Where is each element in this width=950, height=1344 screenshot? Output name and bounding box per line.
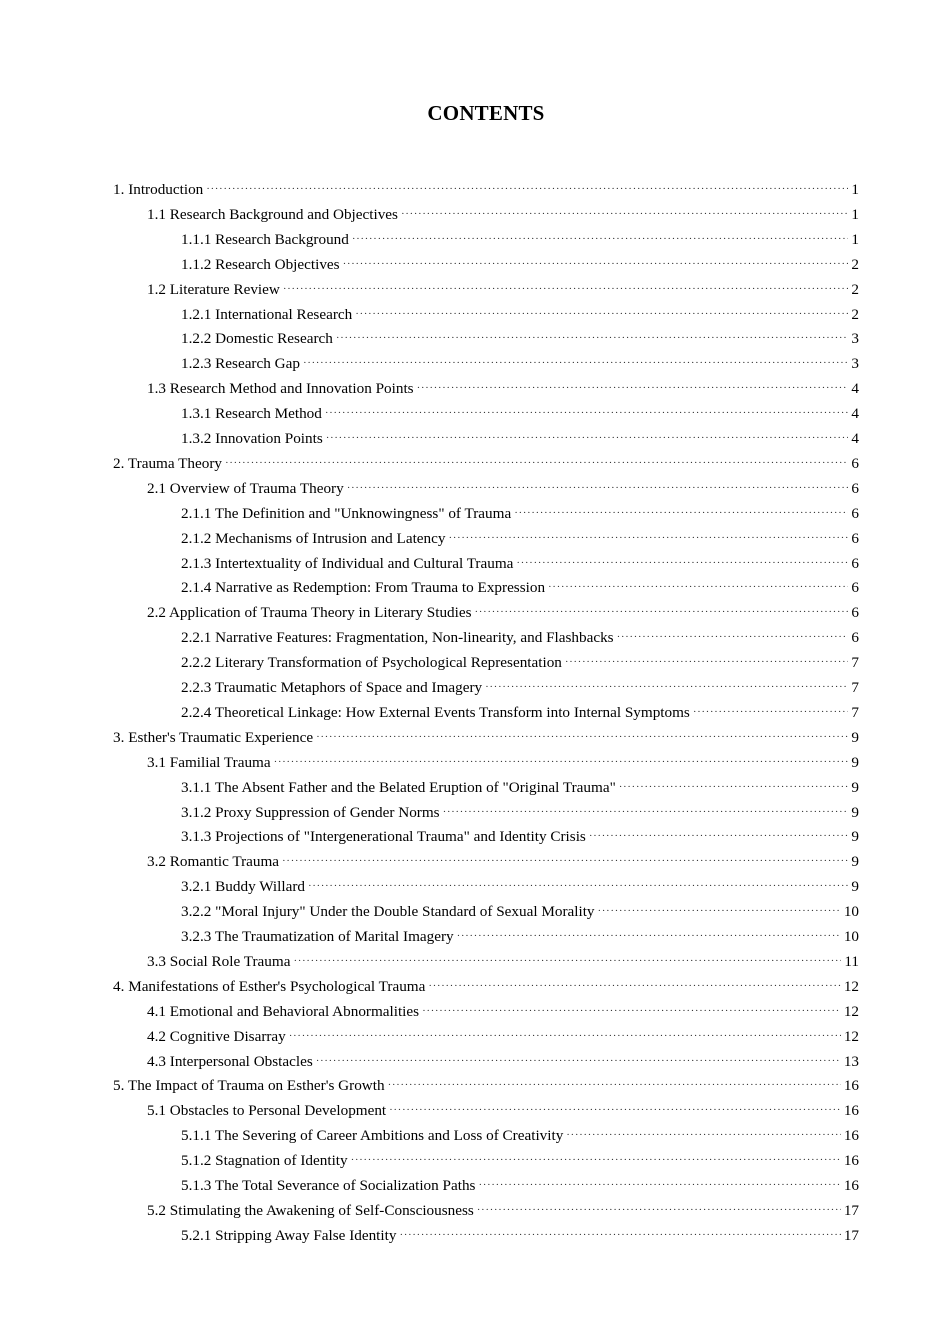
toc-entry-label: 3.2.2 "Moral Injury" Under the Double Standard of Sexual Morality [181, 903, 595, 921]
toc-entry-page-number: 9 [851, 803, 859, 821]
toc-entry-page-number: 6 [851, 579, 859, 597]
toc-entry-page-number: 4 [851, 430, 859, 447]
dot-leader [355, 303, 848, 326]
toc-entry-label: 5.2.1 Stripping Away False Identity [181, 1226, 397, 1244]
dot-leader [478, 1174, 840, 1197]
page-title: CONTENTS [427, 101, 545, 125]
toc-entry-label: 2.2.3 Traumatic Metaphors of Space and Imagery [181, 679, 483, 696]
dot-leader [274, 751, 849, 774]
toc-entry-page-number: 11 [844, 952, 859, 970]
toc-entry-page-number: 6 [851, 629, 859, 647]
dot-leader [316, 1050, 841, 1073]
toc-entry-page-number: 16 [843, 1177, 859, 1194]
toc-entry[interactable] [181, 801, 859, 825]
toc-entry-label: 1.1.2 Research Objectives [181, 255, 340, 273]
toc-entry-page-number: 12 [843, 1002, 859, 1020]
dot-leader [516, 552, 848, 575]
toc-entry[interactable] [181, 900, 859, 924]
toc-entry[interactable] [181, 651, 859, 675]
toc-entry-page-number: 13 [843, 1052, 859, 1070]
toc-entry[interactable] [113, 178, 859, 202]
dot-leader [428, 975, 840, 998]
toc-entry[interactable] [181, 776, 859, 800]
toc-entry[interactable] [147, 1199, 859, 1223]
dot-leader [422, 1000, 841, 1023]
toc-entry-label: 1.2.2 Domestic Research [181, 330, 333, 348]
toc-entry[interactable] [113, 726, 859, 750]
toc-entry-page-number: 10 [843, 928, 859, 945]
dot-leader [589, 825, 849, 848]
toc-entry-label: 5. The Impact of Trauma on Esther's Growth [113, 1077, 385, 1095]
dot-leader [303, 352, 848, 375]
toc-entry-label: 2. Trauma Theory [113, 454, 222, 472]
toc-entry-label: 2.1 Overview of Trauma Theory [147, 479, 344, 497]
toc-entry-label: 3.2.1 Buddy Willard [181, 878, 305, 896]
toc-entry-page-number: 10 [843, 903, 859, 921]
dot-leader [693, 701, 849, 724]
dot-leader [206, 178, 848, 201]
toc-entry-page-number: 3 [851, 330, 859, 348]
toc-entry-page-number: 17 [843, 1226, 859, 1244]
dot-leader [388, 1074, 841, 1097]
toc-entry[interactable] [147, 1000, 859, 1024]
toc-entry-label: 2.1.1 The Definition and "Unknowingness" of Trauma [181, 504, 512, 522]
toc-entry[interactable] [181, 402, 859, 426]
toc-entry-label: 1.2.1 International Research [181, 305, 353, 323]
dot-leader [389, 1099, 841, 1122]
toc-entry[interactable] [181, 825, 859, 849]
toc-entry[interactable] [147, 850, 859, 874]
toc-entry-page-number: 6 [851, 529, 859, 547]
dot-leader [336, 327, 849, 350]
toc-entry[interactable] [147, 751, 859, 775]
toc-entry-label: 4.2 Cognitive Disarray [147, 1027, 286, 1045]
toc-entry[interactable] [181, 228, 859, 252]
toc-entry-page-number: 7 [851, 679, 859, 696]
toc-entry[interactable] [113, 452, 859, 476]
toc-entry-label: 5.1.3 The Total Severance of Socialization Paths [181, 1177, 476, 1194]
toc-entry-page-number: 3 [851, 355, 859, 373]
dot-leader [566, 1124, 841, 1147]
dot-leader [326, 427, 849, 450]
toc-entry-page-number: 12 [843, 977, 859, 995]
toc-entry-label: 4.3 Interpersonal Obstacles [147, 1052, 313, 1070]
dot-leader [282, 850, 848, 873]
toc-entry[interactable] [181, 253, 859, 277]
dot-leader [289, 1025, 841, 1048]
toc-entry-label: 2.2 Application of Trauma Theory in Literary Studies [147, 604, 472, 622]
dot-leader [293, 950, 841, 973]
toc-entry-label: 3.1.3 Projections of "Intergenerational Trauma" and Identity Crisis [181, 828, 586, 846]
dot-leader [283, 278, 849, 301]
toc-entry[interactable] [181, 701, 859, 725]
dot-leader [401, 203, 848, 226]
toc-entry-label: 2.2.2 Literary Transformation of Psychological Representation [181, 654, 562, 672]
toc-entry-page-number: 1 [851, 205, 859, 223]
toc-entry-label: 1.2 Literature Review [147, 280, 280, 298]
toc-entry[interactable] [147, 1099, 859, 1123]
dot-leader [443, 801, 849, 824]
dot-leader [475, 601, 849, 624]
dot-leader [225, 452, 848, 475]
dot-leader [308, 875, 848, 898]
dot-leader [617, 626, 849, 649]
toc-entry-label: 1.1.1 Research Background [181, 230, 349, 248]
toc-entry-label: 2.1.3 Intertextuality of Individual and Cultural Trauma [181, 554, 514, 572]
toc-entry[interactable] [181, 352, 859, 376]
dot-leader [457, 925, 841, 948]
toc-entry[interactable] [181, 502, 859, 526]
toc-entry-label: 5.1.2 Stagnation of Identity [181, 1152, 348, 1170]
toc-entry-page-number: 9 [851, 878, 859, 896]
toc-entry[interactable] [147, 1025, 859, 1049]
toc-entry[interactable] [147, 950, 859, 974]
toc-entry[interactable] [181, 1224, 859, 1248]
toc-entry-label: 3.1 Familial Trauma [147, 753, 271, 771]
toc-entry-label: 1. Introduction [113, 181, 204, 198]
toc-entry-page-number: 2 [851, 305, 859, 323]
toc-entry-page-number: 6 [851, 479, 859, 497]
toc-entry-page-number: 16 [843, 1152, 859, 1170]
toc-entry-label: 3.1.2 Proxy Suppression of Gender Norms [181, 803, 440, 821]
dot-leader [514, 502, 848, 525]
dot-leader [548, 576, 848, 599]
toc-entry-page-number: 6 [851, 604, 859, 622]
dot-leader [325, 402, 849, 425]
toc-entry-page-number: 6 [851, 454, 859, 472]
toc-entry[interactable] [181, 303, 859, 327]
dot-leader [565, 651, 849, 674]
toc-entry-page-number: 7 [851, 654, 859, 672]
toc-entry-page-number: 9 [851, 753, 859, 771]
dot-leader [619, 776, 849, 799]
toc-entry-label: 1.1 Research Background and Objectives [147, 205, 398, 223]
toc-entry-label: 3.2 Romantic Trauma [147, 853, 280, 871]
toc-entry-page-number: 16 [843, 1077, 859, 1095]
toc-entry-label: 3.1.1 The Absent Father and the Belated Eruption of "Original Trauma" [181, 778, 616, 796]
toc-entry[interactable] [147, 601, 859, 625]
toc-entry[interactable] [181, 925, 859, 949]
toc-entry-page-number: 6 [851, 504, 859, 522]
toc-entry-page-number: 9 [851, 728, 859, 746]
toc-entry-page-number: 2 [851, 255, 859, 273]
toc-entry-label: 2.2.1 Narrative Features: Fragmentation, Non-linearity, and Flashbacks [181, 629, 614, 647]
toc-entry-page-number: 12 [843, 1027, 859, 1045]
toc-entry-label: 5.1 Obstacles to Personal Development [147, 1102, 387, 1120]
toc-entry-page-number: 16 [843, 1102, 859, 1120]
toc-entry-page-number: 9 [851, 853, 859, 871]
dot-leader [485, 676, 848, 699]
dot-leader [417, 377, 849, 400]
dot-leader [448, 527, 848, 550]
toc-entry[interactable] [147, 278, 859, 302]
toc-entry-label: 1.3.2 Innovation Points [181, 430, 323, 447]
toc-entry-page-number: 4 [851, 380, 859, 398]
toc-entry-label: 3.2.3 The Traumatization of Marital Imagery [181, 928, 454, 945]
toc-entry-page-number: 7 [851, 703, 859, 721]
dot-leader [343, 253, 849, 276]
toc-entry[interactable] [181, 1149, 859, 1173]
toc-entry-label: 1.2.3 Research Gap [181, 355, 300, 373]
toc-entry-label: 1.3 Research Method and Innovation Points [147, 380, 414, 398]
toc-entry[interactable] [147, 477, 859, 501]
toc-entry-page-number: 4 [851, 405, 859, 423]
toc-entry[interactable] [181, 1124, 859, 1148]
toc-entry-page-number: 16 [843, 1127, 859, 1145]
toc-entry[interactable] [113, 975, 859, 999]
toc-entry[interactable] [181, 552, 859, 576]
toc-entry[interactable] [181, 875, 859, 899]
toc-entry[interactable] [181, 427, 859, 451]
toc-entry-page-number: 6 [851, 554, 859, 572]
dot-leader [316, 726, 848, 749]
toc-entry-page-number: 1 [851, 181, 859, 198]
toc-entry-label: 5.2 Stimulating the Awakening of Self-Consciousness [147, 1201, 474, 1219]
toc-entry[interactable] [181, 626, 859, 650]
toc-entry-page-number: 9 [851, 828, 859, 846]
dot-leader [352, 228, 849, 251]
toc-entry-label: 2.2.4 Theoretical Linkage: How External Events Transform into Internal Symptoms [181, 703, 690, 721]
toc-entry-page-number: 17 [843, 1201, 859, 1219]
toc-entry[interactable] [181, 576, 859, 600]
toc-entry-page-number: 1 [851, 230, 859, 248]
toc-entry[interactable] [181, 327, 859, 351]
toc-entry[interactable] [113, 1074, 859, 1098]
toc-entry-label: 2.1.4 Narrative as Redemption: From Trauma to Expression [181, 579, 546, 597]
toc-entry-label: 1.3.1 Research Method [181, 405, 322, 423]
toc-entry-label: 2.1.2 Mechanisms of Intrusion and Latency [181, 529, 446, 547]
dot-leader [351, 1149, 841, 1172]
dot-leader [598, 900, 841, 923]
toc-entry-page-number: 9 [851, 778, 859, 796]
dot-leader [399, 1224, 840, 1247]
toc-entry-label: 3. Esther's Traumatic Experience [113, 728, 314, 746]
toc-entry-label: 5.1.1 The Severing of Career Ambitions and Loss of Creativity [181, 1127, 564, 1145]
toc-entry-label: 4.1 Emotional and Behavioral Abnormalities [147, 1002, 420, 1020]
toc-entry[interactable] [147, 203, 859, 227]
toc-entry-page-number: 2 [851, 280, 859, 298]
dot-leader [477, 1199, 841, 1222]
toc-entry[interactable] [147, 377, 859, 401]
dot-leader [347, 477, 849, 500]
toc-entry-label: 3.3 Social Role Trauma [147, 952, 291, 970]
toc-entry[interactable] [181, 527, 859, 551]
toc-entry[interactable] [181, 1174, 859, 1198]
toc-entry[interactable] [181, 676, 859, 700]
toc-entry[interactable] [147, 1050, 859, 1074]
toc-entry-label: 4. Manifestations of Esther's Psychological Trauma [113, 977, 426, 995]
